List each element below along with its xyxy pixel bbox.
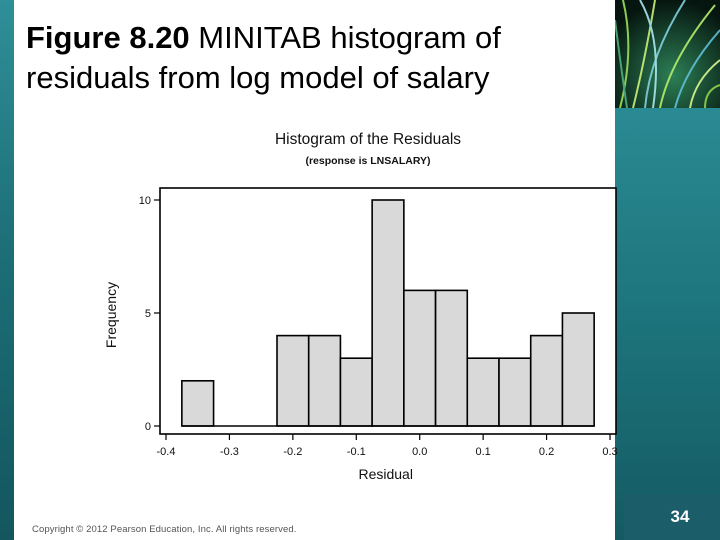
x-tick-label-3: -0.1 — [346, 446, 366, 458]
histogram-svg — [98, 120, 618, 490]
figure-caption: MINITAB histogram of residuals from log model of salary — [26, 20, 501, 95]
histogram-bar-8 — [436, 290, 468, 426]
histogram-bar-12 — [562, 313, 594, 426]
x-tick-label-2: -0.2 — [283, 446, 303, 458]
page-number-box — [624, 494, 720, 540]
chart-title: Histogram of the Residuals — [274, 131, 462, 148]
histogram-bar-4 — [309, 336, 341, 426]
x-tick-label-5: 0.1 — [475, 446, 491, 458]
y-tick-label-0: 0 — [144, 421, 151, 433]
slide-title — [26, 18, 606, 98]
x-tick-label-1: -0.3 — [219, 446, 239, 458]
x-tick-label-7: 0.3 — [602, 446, 618, 458]
decorative-fiber-image — [615, 0, 720, 108]
x-tick-label-4: 0.0 — [412, 446, 428, 458]
histogram-bar-9 — [467, 358, 499, 426]
right-accent-stripe — [615, 108, 720, 540]
histogram-bar-3 — [277, 336, 309, 426]
histogram-chart — [98, 120, 618, 490]
histogram-bar-11 — [531, 336, 563, 426]
y-axis-label: Frequency — [103, 281, 119, 349]
x-axis-label: Residual — [358, 466, 413, 482]
copyright-notice: Copyright © 2012 Pearson Education, Inc. All rights reserved. — [32, 524, 297, 535]
figure-number: Figure 8.20 — [26, 20, 190, 55]
y-tick-label-2: 10 — [138, 195, 151, 207]
histogram-bar-10 — [499, 358, 531, 426]
x-tick-label-6: 0.2 — [538, 446, 555, 458]
page-number: 34 — [670, 507, 690, 526]
histogram-bar-0 — [182, 381, 214, 426]
x-tick-label-0: -0.4 — [156, 446, 176, 458]
left-accent-stripe — [0, 0, 14, 540]
histogram-bar-6 — [372, 200, 404, 426]
y-tick-label-1: 5 — [144, 308, 151, 320]
histogram-bar-7 — [404, 290, 436, 426]
chart-subtitle: (response is LNSALARY) — [305, 155, 431, 167]
histogram-bar-5 — [340, 358, 372, 426]
